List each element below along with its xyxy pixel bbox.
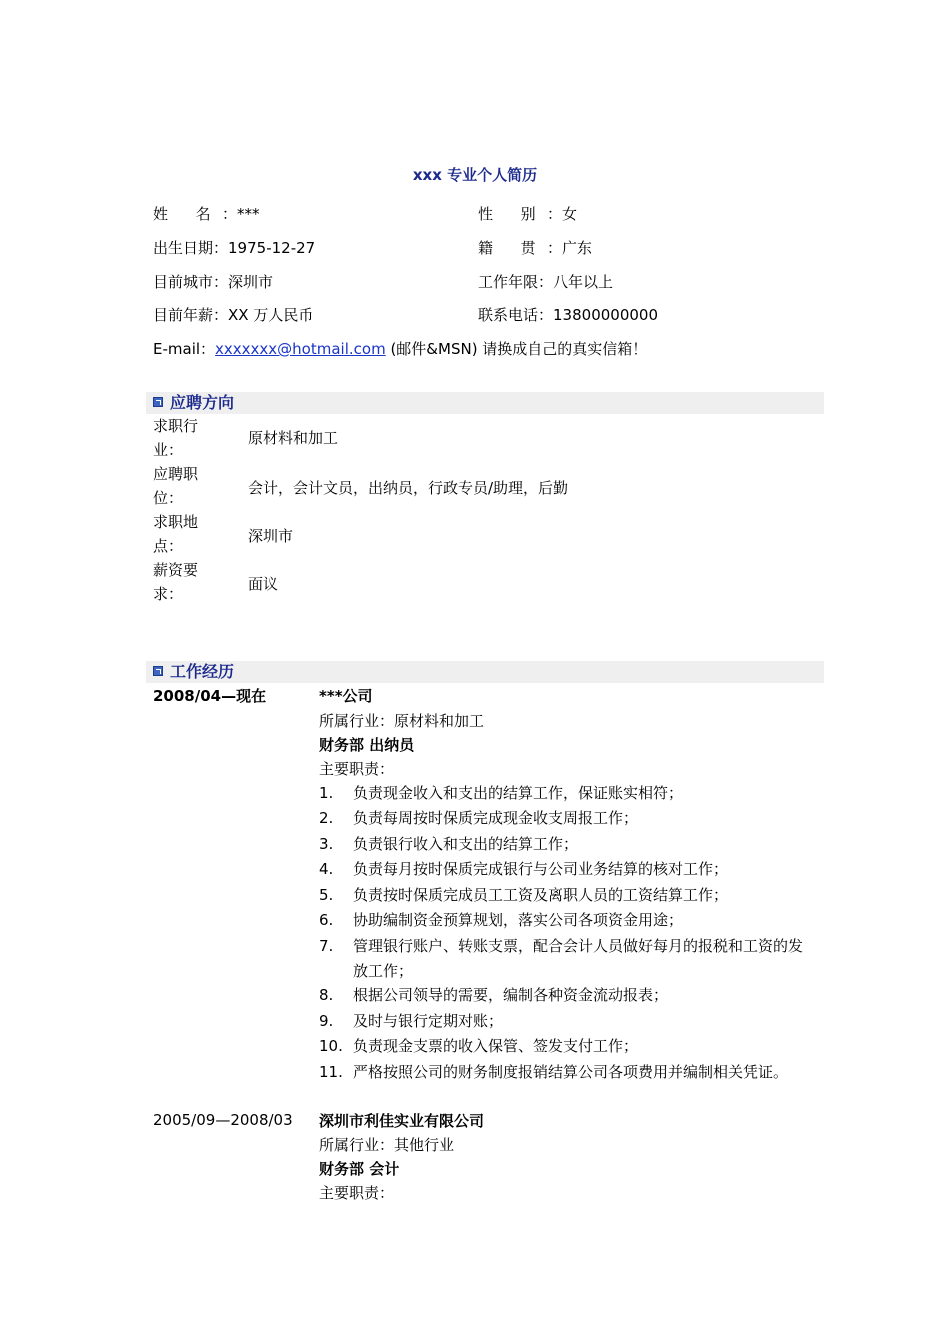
birth-value: 1975-12-27 [228, 239, 316, 257]
info-salary [153, 304, 313, 326]
phone-value: 13800000000 [553, 306, 658, 324]
duty-text: 及时与银行定期对账； [353, 1012, 504, 1030]
years-value: 八年以上 [553, 273, 614, 291]
phone-label: 联系电话： [478, 306, 554, 324]
birth-label: 出生日期： [153, 239, 229, 257]
info-birth [153, 237, 315, 259]
duty-number: 7. [319, 937, 334, 955]
info-years [478, 271, 613, 293]
duty-number: 11. [319, 1063, 343, 1081]
section-work-title: 工作经历 [170, 662, 235, 681]
duty-text: 协助编制资金预算规划，落实公司各项资金用途； [353, 911, 684, 929]
duty-number: 1. [319, 784, 334, 802]
duty-number: 3. [319, 835, 334, 853]
intent-position-label: 应聘职位： [153, 465, 199, 507]
salary-label: 目前年薪： [153, 306, 229, 324]
job1-industry: 所属行业：原材料和加工 [319, 712, 485, 730]
duty-number: 10. [319, 1037, 343, 1055]
info-city [153, 271, 273, 293]
resume-title: xxx 专业个人简历 [412, 166, 538, 184]
duty-text: 管理银行账户、转账支票，配合会计人员做好每月的报税和工资的发放工作； [353, 937, 804, 980]
info-phone [478, 304, 658, 326]
intent-industry-value: 原材料和加工 [248, 429, 339, 447]
duty-number: 8. [319, 986, 334, 1004]
duty-text: 负责每周按时保质完成现金收支周报工作； [353, 809, 639, 827]
email-link[interactable]: xxxxxxx@hotmail.com [215, 340, 386, 358]
city-value: 深圳市 [228, 273, 274, 291]
gender-value: 女 [562, 205, 578, 223]
job1-duties-label: 主要职责： [319, 760, 395, 778]
section-work-header [146, 661, 824, 683]
intent-salary-value: 面议 [248, 575, 279, 593]
intent-salary-label: 薪资要求： [153, 561, 199, 603]
duty-text: 负责银行收入和支出的结算工作； [353, 835, 579, 853]
name-label: 姓 名： [153, 205, 237, 223]
native-label: 籍 贯： [478, 239, 562, 257]
duty-text: 负责现金支票的收入保管、签发支付工作； [353, 1037, 639, 1055]
job2-position: 财务部 会计 [319, 1160, 400, 1178]
duty-text: 负责现金收入和支出的结算工作，保证账实相符； [353, 784, 684, 802]
duty-text: 严格按照公司的财务制度报销结算公司各项费用并编制相关凭证。 [353, 1063, 789, 1081]
job1-period: 2008/04—现在 [153, 687, 267, 705]
info-gender [478, 203, 577, 225]
info-name [153, 203, 260, 225]
info-native [478, 237, 592, 259]
email-label: E-mail： [153, 340, 216, 358]
intent-location-label: 求职地点： [153, 513, 199, 555]
duty-number: 4. [319, 860, 334, 878]
city-label: 目前城市： [153, 273, 229, 291]
gender-label: 性 别： [478, 205, 562, 223]
info-email [153, 338, 647, 360]
intent-position-value: 会计，会计文员，出纳员，行政专员/助理，后勤 [248, 479, 569, 497]
job2-company: 深圳市利佳实业有限公司 [319, 1112, 485, 1130]
duty-number: 9. [319, 1012, 334, 1030]
name-value: *** [237, 205, 260, 223]
duty-number: 2. [319, 809, 334, 827]
intent-location-value: 深圳市 [248, 527, 294, 545]
job1-company: ***公司 [319, 687, 373, 705]
intent-industry-label: 求职行业： [153, 417, 199, 459]
duty-text: 根据公司领导的需要，编制各种资金流动报表； [353, 986, 669, 1004]
job2-industry: 所属行业：其他行业 [319, 1136, 455, 1154]
years-label: 工作年限： [478, 273, 554, 291]
section-bullet-icon [153, 397, 163, 407]
email-note: (邮件&MSN) 请换成自己的真实信箱！ [385, 340, 648, 358]
section-intent-header [146, 392, 824, 414]
native-value: 广东 [562, 239, 593, 257]
salary-value: XX 万人民币 [228, 306, 314, 324]
duty-number: 5. [319, 886, 334, 904]
job1-position: 财务部 出纳员 [319, 736, 415, 754]
duty-text: 负责每月按时保质完成银行与公司业务结算的核对工作； [353, 860, 729, 878]
duty-text: 负责按时保质完成员工工资及离职人员的工资结算工作； [353, 886, 729, 904]
job2-duties-label: 主要职责： [319, 1184, 395, 1202]
job2-period: 2005/09—2008/03 [153, 1111, 293, 1129]
section-intent-title: 应聘方向 [170, 393, 235, 412]
section-bullet-icon [153, 666, 163, 676]
duty-number: 6. [319, 911, 334, 929]
